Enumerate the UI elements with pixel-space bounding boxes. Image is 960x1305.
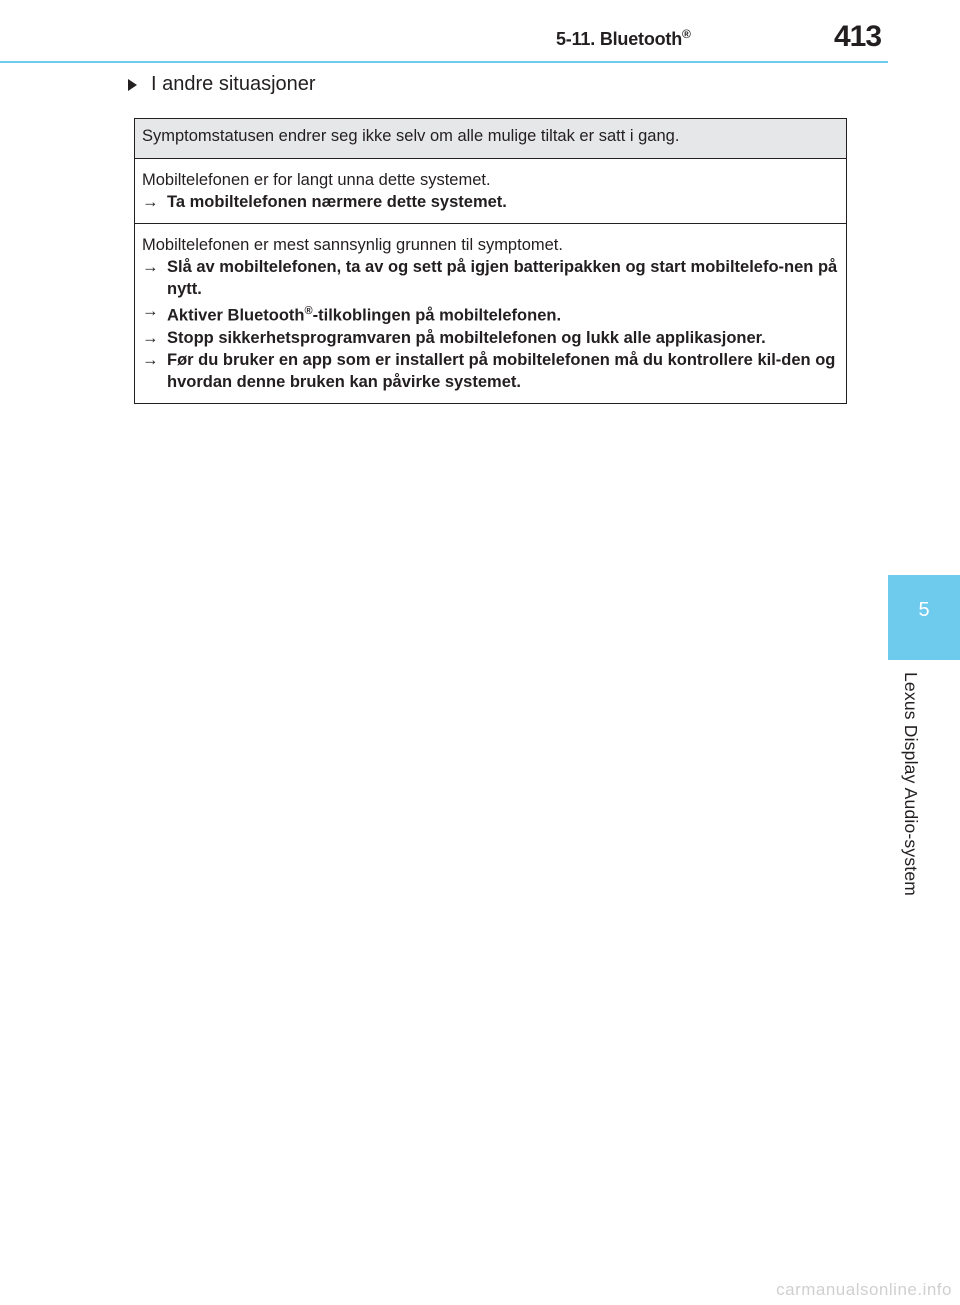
action-item xyxy=(142,191,839,213)
arrow-icon: → xyxy=(142,328,159,347)
subheading xyxy=(128,73,316,96)
arrow-icon: → xyxy=(142,193,159,211)
header-divider xyxy=(0,61,888,63)
action-text-part: -tilkoblingen på mobiltelefonen. xyxy=(312,306,562,325)
action-text: Ta mobiltelefonen nærmere dette systemet. xyxy=(167,193,507,211)
action-text-part: Aktiver Bluetooth xyxy=(167,306,305,325)
registered-mark: ® xyxy=(682,27,691,41)
action-item xyxy=(142,349,839,393)
table-header-row: Symptomstatusen endrer seg ikke selv om alle mulige tiltak er satt i gang. xyxy=(135,119,846,159)
action-text: Stopp sikkerhetsprogramvaren på mobiltelefonen og lukk alle applikasjoner. xyxy=(167,328,766,347)
watermark: carmanualsonline.info xyxy=(776,1280,952,1299)
registered-mark: ® xyxy=(304,305,313,317)
action-item xyxy=(142,256,839,300)
subheading-text: I andre situasjoner xyxy=(151,73,316,95)
chapter-number: 5 xyxy=(918,599,930,621)
cause-text: Mobiltelefonen er for langt unna dette systemet. xyxy=(142,171,491,189)
chapter-tab xyxy=(888,575,960,660)
action-text: Slå av mobiltelefonen, ta av og sett på igjen batteripakken og start mobiltelefo-nen på nytt. xyxy=(167,258,838,298)
action-text: Før du bruker en app som er installert på mobiltelefonen må du kontrollere kil-den og hvordan denne bruken kan påvirke systemet. xyxy=(167,350,836,391)
arrow-icon: → xyxy=(142,302,159,320)
chapter-title: Lexus Display Audio-system xyxy=(901,672,921,897)
symptom-table xyxy=(134,118,847,404)
arrow-icon: → xyxy=(142,258,159,276)
action-text xyxy=(167,300,839,327)
cause-text: Mobiltelefonen er mest sannsynlig grunnen til symptomet. xyxy=(142,236,563,254)
action-item xyxy=(142,300,839,327)
table-row xyxy=(135,224,846,403)
page-number: 413 xyxy=(834,20,882,53)
action-item xyxy=(142,327,839,349)
triangle-bullet-icon xyxy=(128,79,137,91)
section-title-text: 5-11. Bluetooth xyxy=(556,29,683,49)
section-title xyxy=(556,27,691,50)
table-row xyxy=(135,159,846,224)
arrow-icon: → xyxy=(142,350,159,369)
